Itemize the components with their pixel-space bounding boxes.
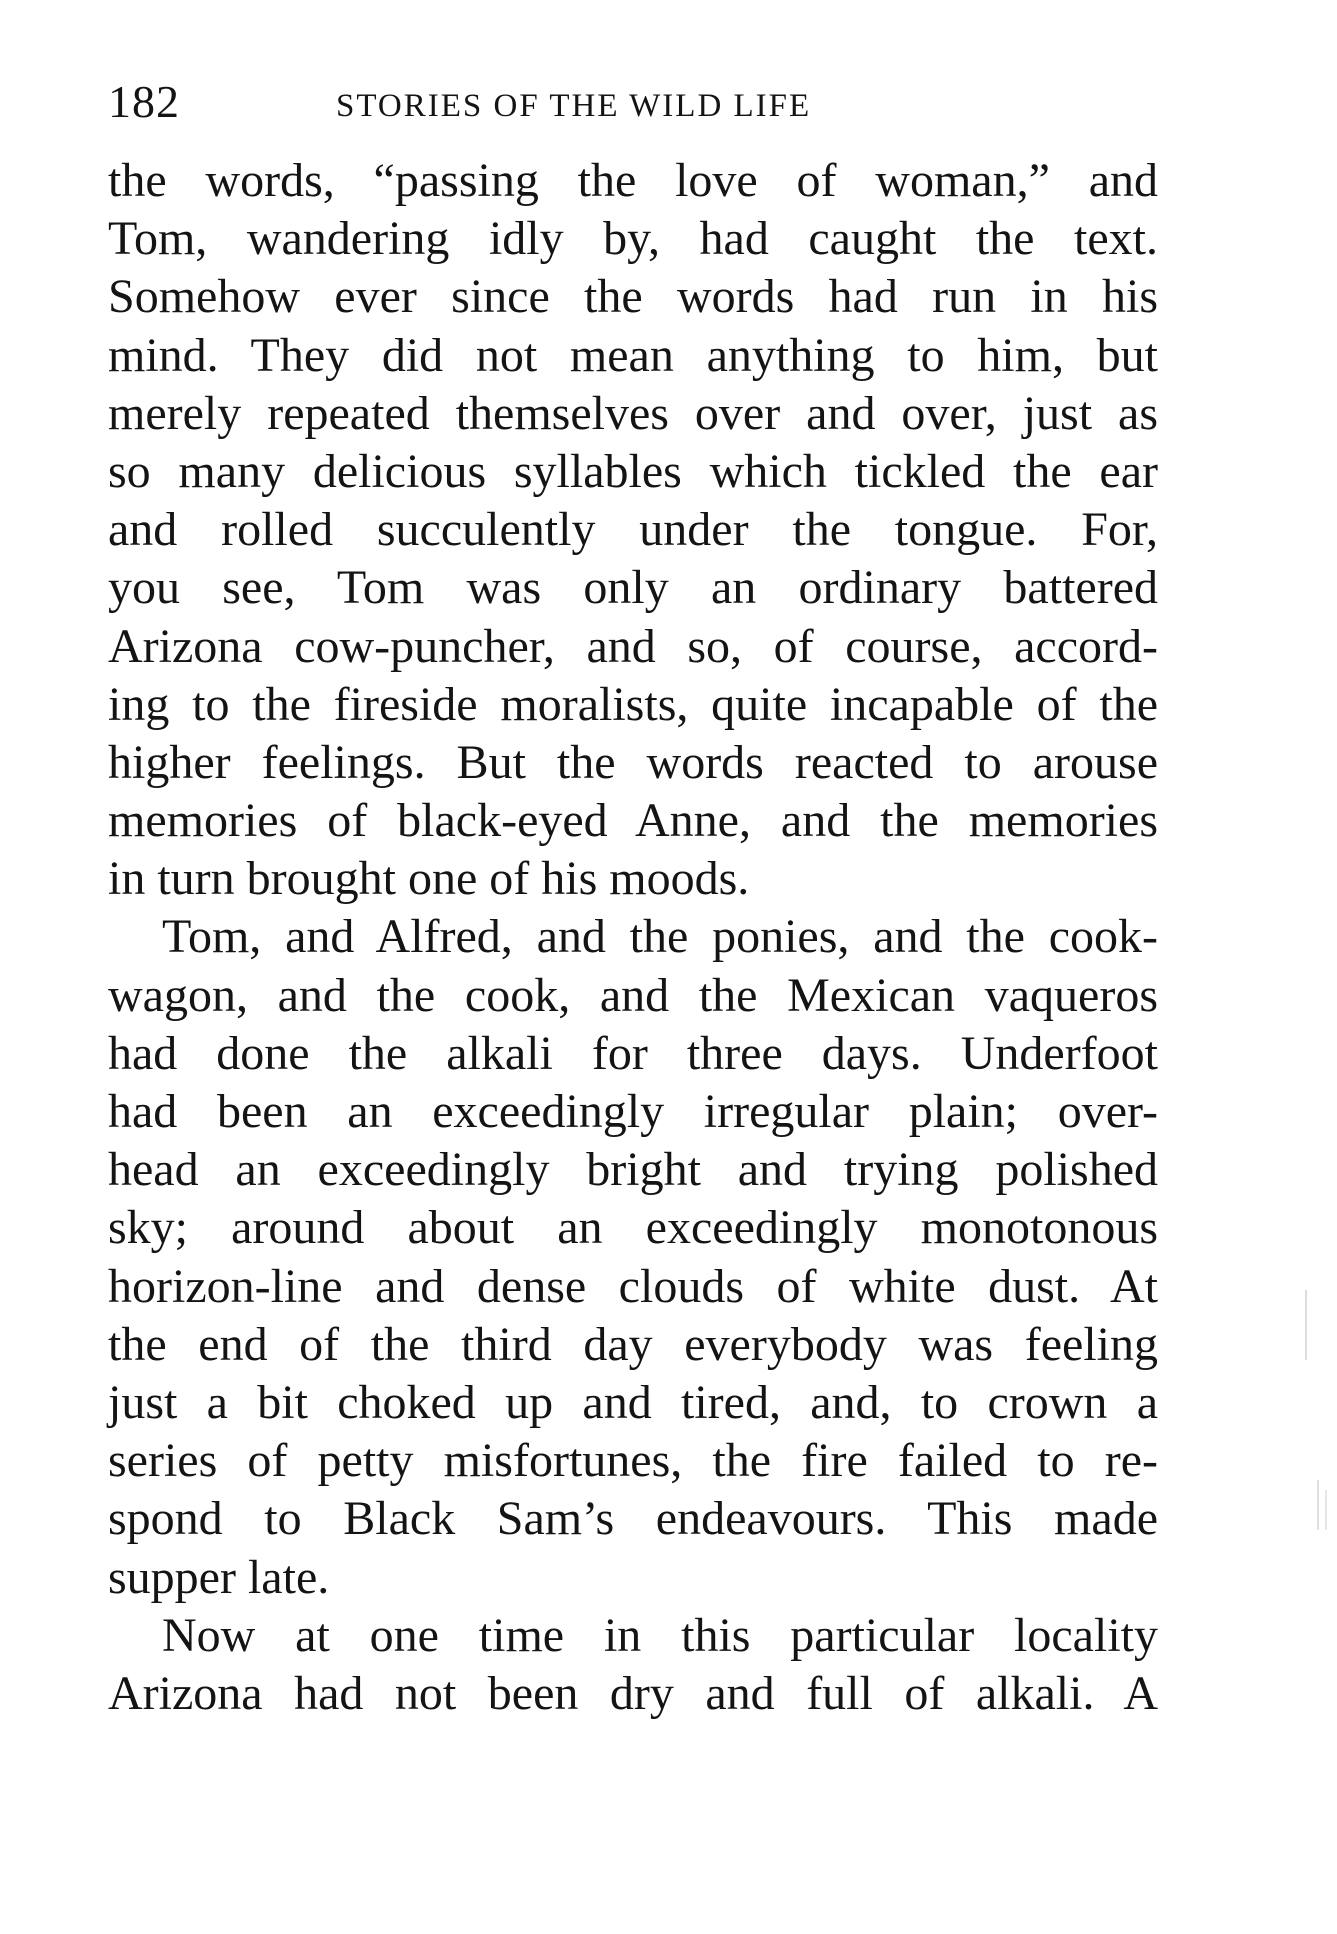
text-line: Now at one time in this particular locality	[162, 1608, 1158, 1662]
scan-speck	[1317, 1480, 1319, 1530]
text-line: had been an exceedingly irregular plain; over-	[108, 1085, 1158, 1138]
text-line: Tom, and Alfred, and the ponies, and the cook-	[162, 910, 1158, 964]
text-line: the end of the third day everybody was feeling	[108, 1317, 1158, 1371]
text-line: and rolled succulently under the tongue. For,	[108, 503, 1158, 557]
text-line: higher feelings. But the words reacted to arouse	[108, 735, 1158, 789]
body-text	[108, 152, 1158, 1723]
text-line: ing to the fireside moralists, quite incapable of the	[108, 677, 1158, 731]
text-line: sky; around about an exceedingly monotonous	[108, 1201, 1158, 1255]
paragraph-1	[108, 152, 1158, 908]
text-line: had done the alkali for three days. Underfoot	[108, 1026, 1158, 1080]
text-line: head an exceedingly bright and trying polished	[108, 1143, 1158, 1197]
text-line: the words, “passing the love of woman,” and	[108, 154, 1158, 207]
paragraph-3	[108, 1607, 1158, 1723]
text-line: horizon-line and dense clouds of white dust. At	[108, 1259, 1158, 1313]
scan-speck	[1325, 1490, 1327, 1530]
text-line: mind. They did not mean anything to him, but	[108, 328, 1158, 382]
text-line: memories of black-eyed Anne, and the memories	[108, 794, 1158, 848]
text-line: just a bit choked up and tired, and, to crown a	[108, 1375, 1158, 1429]
scan-specks	[1297, 1290, 1337, 1550]
running-head: STORIES OF THE WILD LIFE	[336, 88, 812, 124]
text-line: Somehow ever since the words had run in his	[108, 270, 1158, 324]
text-line: in turn brought one of his moods.	[108, 852, 750, 906]
text-line: Arizona had not been dry and full of alkali. A	[108, 1666, 1158, 1720]
page-header	[108, 72, 1158, 132]
text-line: spond to Black Sam’s endeavours. This made	[108, 1492, 1158, 1546]
text-line: wagon, and the cook, and the Mexican vaqueros	[108, 968, 1158, 1022]
paragraph-2	[108, 908, 1158, 1606]
text-line: Arizona cow-puncher, and so, of course, accord-	[108, 619, 1158, 673]
text-line: so many delicious syllables which tickled the ear	[108, 444, 1158, 498]
text-line: series of petty misfortunes, the fire failed to re-	[108, 1434, 1158, 1488]
scan-speck	[1305, 1290, 1307, 1360]
text-line: Tom, wandering idly by, had caught the text.	[108, 212, 1158, 266]
page-number: 182	[108, 76, 180, 127]
text-line: supper late.	[108, 1550, 330, 1604]
text-line: merely repeated themselves over and over, just as	[108, 386, 1158, 440]
text-line: you see, Tom was only an ordinary battered	[108, 561, 1158, 615]
